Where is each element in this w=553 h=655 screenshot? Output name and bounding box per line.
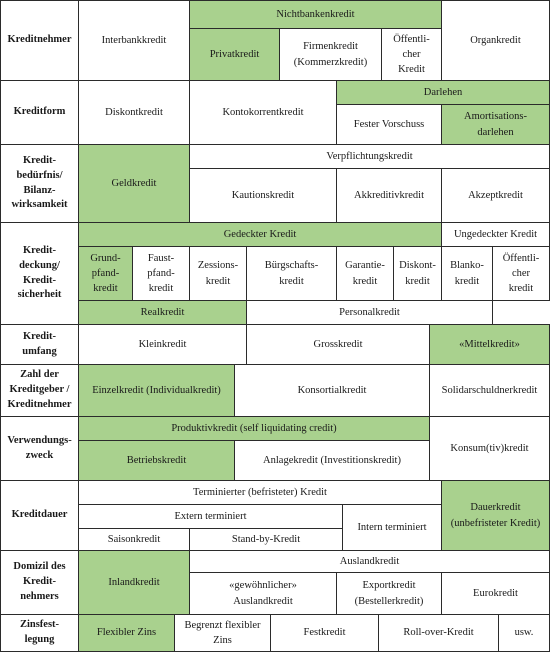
credit-type-kreditform-kontokorrentkredit [189, 80, 337, 145]
cell-label: «Mittelkredit» [459, 338, 520, 350]
credit-type-kreditform-amortisationsdarlehen [441, 104, 550, 145]
cell-label: Begrenzt flexibler Zins [184, 619, 261, 646]
cell-label: Gedeckter Kredit [223, 228, 297, 240]
cell-label: Firmenkredit (Kommerzkredit) [293, 41, 368, 68]
credit-type-domizil-auslandkredit [189, 550, 550, 573]
cell-label: Zahl der Kreditgeber / Kreditnehmer [7, 369, 72, 410]
credit-type-kreditgeber-einzelkredit [78, 364, 235, 417]
cell-label: Zinsfest- legung [19, 619, 60, 645]
credit-type-deckung-zessionskredit [189, 246, 247, 301]
cell-label: Produktivkredit (self liquidating credit) [171, 422, 337, 434]
credit-classification-diagram [1, 1, 550, 652]
cell-label: Zessions- kredit [197, 260, 239, 287]
cell-label: usw. [514, 627, 534, 639]
cell-label: Organkredit [470, 34, 521, 46]
cell-label: Konsum(tiv)kredit [450, 442, 529, 454]
cell-label: Fester Vorschuss [353, 118, 425, 130]
cell-label: Exportkredit (Bestellerkredit) [354, 580, 424, 607]
credit-type-domizil-inlandkredit [78, 550, 190, 615]
category-header-domizil-header [0, 550, 79, 615]
credit-type-umfang-mittelkredit [429, 324, 550, 365]
credit-type-umfang-grosskredit [246, 324, 430, 365]
cell-label: Öffentli- cher Kredit [393, 33, 430, 76]
credit-type-kreditform-fester-vorschuss [336, 104, 442, 145]
cell-label: Kredit- bedürfnis/ Bilanz- wirksamkeit [11, 155, 68, 211]
cell-label: Grosskredit [313, 338, 363, 350]
credit-type-deckung-grundpfandkredit [78, 246, 133, 301]
cell-label: Extern terminiert [174, 510, 247, 522]
category-header-kreditnehmer-header [0, 0, 79, 81]
cell-label: Akzeptkredit [468, 189, 523, 201]
category-header-deckung-header [0, 222, 79, 325]
credit-type-dauer-intern-terminiert [342, 504, 442, 551]
credit-type-deckung-diskontkredit [393, 246, 442, 301]
cell-label: «gewöhnlicher» Auslandkredit [229, 580, 297, 607]
cell-label: Einzelkredit (Individualkredit) [92, 384, 221, 396]
cell-label: Ungedeckter Kredit [453, 228, 538, 240]
cell-label: Solidarschuldnerkredit [441, 384, 538, 396]
cell-label: Geldkredit [111, 177, 157, 189]
cell-label: Inlandkredit [108, 576, 160, 588]
cell-label: Betriebskredit [126, 454, 187, 466]
credit-type-dauer-stand-by-kredit [189, 528, 343, 551]
credit-type-domizil-eurokredit [441, 572, 550, 615]
credit-type-kreditnehmer-firmenkredit [279, 28, 382, 81]
cell-label: Saisonkredit [107, 533, 161, 545]
credit-type-kreditgeber-konsortialkredit [234, 364, 430, 417]
cell-label: Kleinkredit [138, 338, 187, 350]
credit-type-umfang-kleinkredit [78, 324, 247, 365]
credit-type-verwendung-produktivkredit [78, 416, 430, 441]
credit-type-deckung-personalkredit [246, 300, 493, 325]
cell-label: Kreditnehmer [7, 34, 72, 46]
cell-label: Kontokorrentkredit [222, 106, 304, 118]
credit-type-kreditnehmer-privatkredit [189, 28, 280, 81]
cell-label: Flexibler Zins [96, 627, 157, 639]
cell-label: Amortisations- darlehen [464, 111, 527, 138]
cell-label: Eurokredit [473, 587, 518, 599]
credit-type-bedarf-geldkredit [78, 144, 190, 223]
credit-type-dauer-terminierter-kredit [78, 480, 442, 505]
credit-type-bedarf-akkreditivkredit [336, 168, 442, 223]
credit-type-zins-usw [498, 614, 550, 652]
category-header-bedarf-header [0, 144, 79, 223]
credit-type-bedarf-verpflichtungskredit [189, 144, 550, 169]
credit-type-zins-festkredit [270, 614, 379, 652]
credit-type-deckung-ungedeckter-kredit [441, 222, 550, 247]
credit-type-kreditnehmer-nichtbankenkredit [189, 0, 442, 29]
cell-label: Nichtbankenkredit [276, 8, 355, 20]
cell-label: Festkredit [303, 627, 346, 639]
cell-label: Faust- pfand- kredit [147, 252, 175, 295]
cell-label: Realkredit [140, 306, 185, 318]
cell-label: Diskontkredit [105, 106, 163, 118]
cell-label: Öffentli- cher kredit [502, 252, 540, 295]
credit-type-domizil-exportkredit [336, 572, 442, 615]
cell-label: Interbankkredit [101, 34, 167, 46]
category-header-verwendung-header [0, 416, 79, 481]
credit-type-kreditnehmer-interbankkredit [78, 0, 190, 81]
credit-type-kreditform-diskontkredit [78, 80, 190, 145]
cell-label: Blanko- kredit [450, 260, 484, 287]
credit-type-dauer-extern-terminiert [78, 504, 343, 529]
cell-label: Diskont- kredit [399, 260, 436, 287]
cell-label: Grund- pfand- kredit [90, 252, 121, 295]
cell-label: Personalkredit [339, 306, 400, 318]
credit-type-bedarf-akzeptkredit [441, 168, 550, 223]
credit-type-bedarf-kautionskredit [189, 168, 337, 223]
cell-label: Verpflichtungskredit [326, 150, 413, 162]
cell-label: Roll-over-Kredit [403, 627, 474, 639]
cell-label: Stand-by-Kredit [231, 533, 301, 545]
credit-type-kreditnehmer-oeffentlicher-kredit [381, 28, 442, 81]
cell-label: Konsortialkredit [297, 384, 367, 396]
cell-label: Garantie- kredit [345, 260, 385, 287]
credit-type-deckung-faustpfandkredit [132, 246, 190, 301]
credit-type-deckung-garantiekredit [336, 246, 394, 301]
cell-label: Anlagekredit (Investitionskredit) [263, 454, 401, 466]
cell-label: Terminierter (befristeter) Kredit [193, 486, 327, 498]
credit-type-domizil-gewoehnlicher-auslandkredit [189, 572, 337, 615]
credit-type-kreditgeber-solidarschuldnerkredit [429, 364, 550, 417]
cell-label: Kredit- umfang [22, 330, 57, 357]
cell-label: Verwendungs- zweck [7, 434, 72, 461]
cell-label: Kreditdauer [11, 509, 68, 521]
category-header-dauer-header [0, 480, 79, 551]
cell-label: Kreditform [13, 106, 66, 118]
cell-label: Kredit- deckung/ Kredit- sicherheit [17, 245, 62, 301]
category-header-umfang-header [0, 324, 79, 365]
credit-type-zins-flexibler-zins [78, 614, 175, 652]
cell-label: Privatkredit [209, 48, 260, 60]
credit-type-kreditnehmer-organkredit [441, 0, 550, 81]
cell-label: Darlehen [423, 86, 463, 98]
credit-type-kreditform-darlehen [336, 80, 550, 105]
cell-label: Dauerkredit (unbefristeter Kredit) [450, 502, 541, 529]
cell-label: Intern terminiert [357, 521, 427, 533]
cell-label: Akkreditivkredit [354, 189, 424, 201]
credit-type-verwendung-betriebskredit [78, 440, 235, 481]
credit-type-verwendung-anlagekredit [234, 440, 430, 481]
credit-type-zins-roll-over-kredit [378, 614, 499, 652]
credit-type-dauer-saisonkredit [78, 528, 190, 551]
credit-type-deckung-buergschaftskredit [246, 246, 337, 301]
credit-type-dauer-dauerkredit [441, 480, 550, 551]
credit-type-deckung-realkredit [78, 300, 247, 325]
cell-label: Kautionskredit [231, 189, 295, 201]
credit-type-zins-begrenzt-flexibler-zins [174, 614, 271, 652]
credit-type-deckung-gedeckter-kredit [78, 222, 442, 247]
credit-type-deckung-blankokredit [441, 246, 493, 301]
category-header-zins-header [0, 614, 79, 652]
category-header-kreditform-header [0, 80, 79, 145]
cell-label: Bürgschafts- kredit [264, 260, 319, 287]
credit-type-verwendung-konsumkredit [429, 416, 550, 481]
cell-label: Domizil des Kredit- nehmers [13, 561, 66, 602]
credit-type-deckung-oeffentlicher-kredit [492, 246, 550, 301]
category-header-kreditgeber-header [0, 364, 79, 417]
cell-label: Auslandkredit [339, 555, 400, 567]
